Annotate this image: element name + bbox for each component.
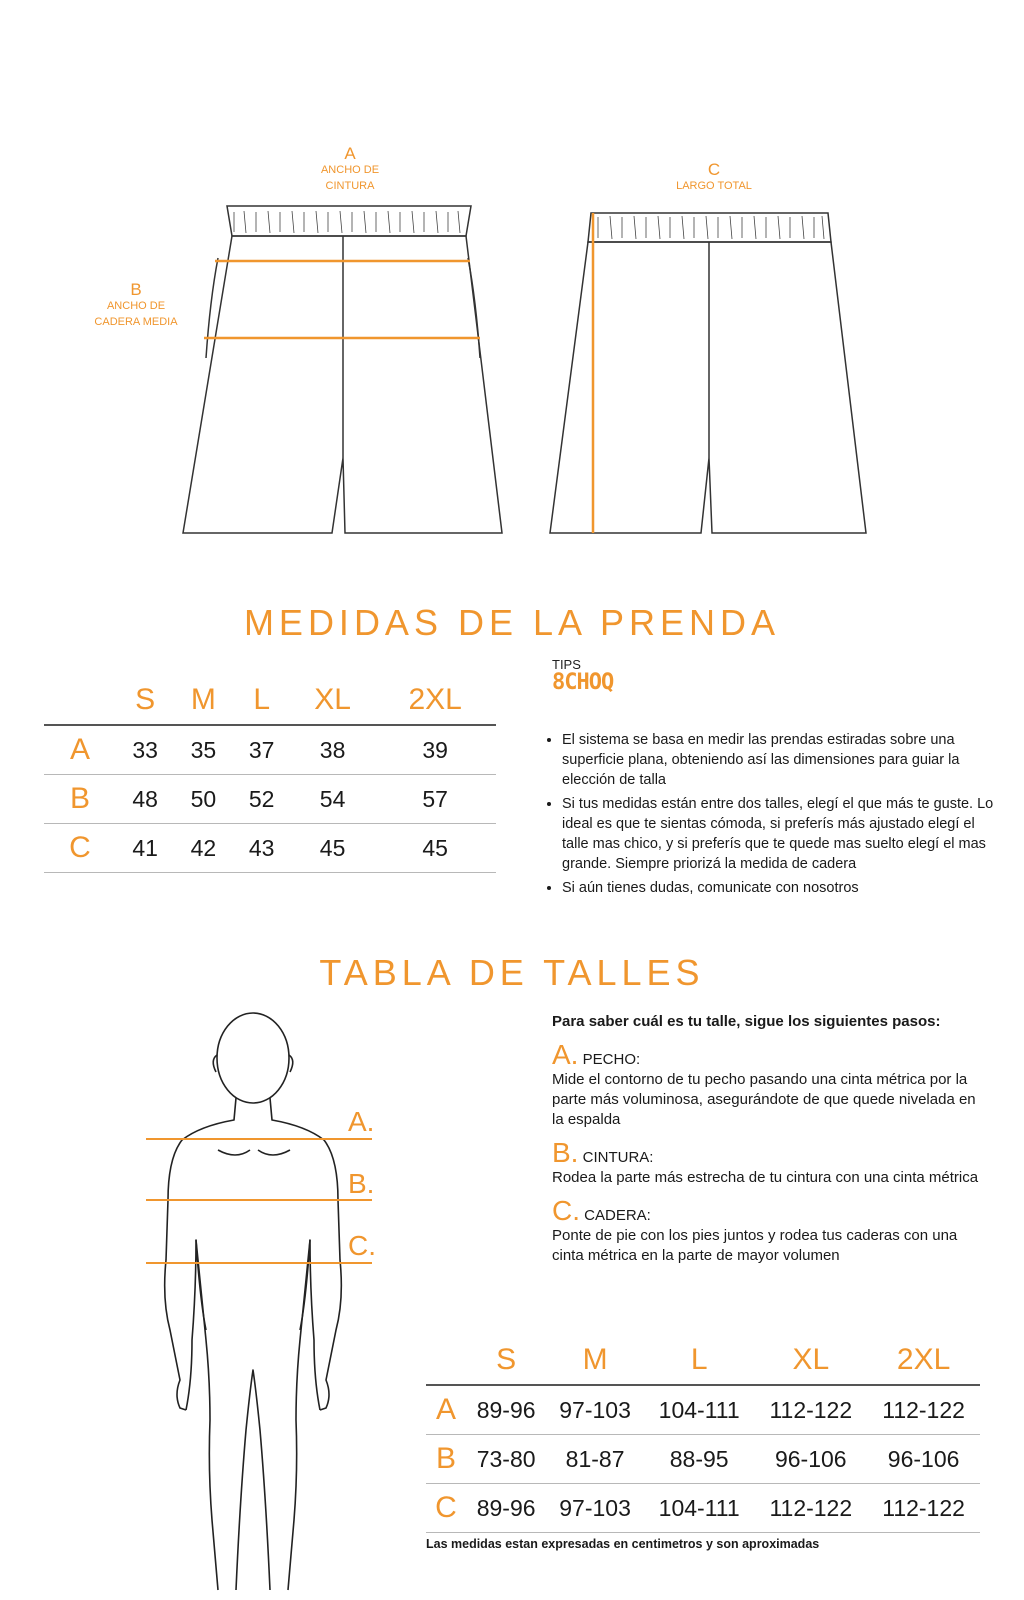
label-c-text-1: LARGO TOTAL <box>676 180 752 192</box>
cell: 81-87 <box>546 1435 644 1484</box>
cell: 96-106 <box>754 1435 867 1484</box>
table-row <box>426 1484 980 1533</box>
body-marker-a: A. <box>348 1106 375 1137</box>
cell: 43 <box>233 824 291 873</box>
step-letter: A. <box>552 1039 579 1070</box>
step-name: CINTURA: <box>582 1149 654 1166</box>
label-b-letter: B <box>130 280 142 299</box>
step-name: CADERA: <box>584 1207 651 1224</box>
step-waist <box>552 1137 984 1188</box>
tips-heading <box>552 658 613 694</box>
label-b-text-2: CADERA MEDIA <box>94 316 178 328</box>
garment-col-s: S <box>135 683 156 716</box>
body-measure-line-a <box>146 1138 372 1140</box>
cell: 57 <box>374 775 496 824</box>
garment-col-xl: XL <box>314 683 351 716</box>
label-b-text-1: ANCHO DE <box>106 300 166 312</box>
garment-col-2xl: 2XL <box>408 683 462 716</box>
cell: 97-103 <box>546 1484 644 1533</box>
body-col-l: L <box>690 1343 708 1376</box>
step-name: PECHO: <box>582 1051 641 1068</box>
body-header-row <box>426 1336 980 1385</box>
step-letter: C. <box>552 1195 580 1226</box>
step-text: Mide el contorno de tu pecho pasando una cinta métrica por la parte más voluminosa, asegurándote de que quede nivelada en la espalda <box>552 1071 976 1128</box>
list-item: • Si tus medidas están entre dos talles, elegí el que más te guste. Lo ideal es que te sientas cómoda, si preferís más ajustado elegí el talle mas chico, y si preferís que te quede mas suelto elegí el mas grande. Siempre priorizá la medida de cadera <box>562 794 994 874</box>
body-col-m: M <box>582 1343 608 1376</box>
cell: 33 <box>116 725 174 775</box>
cell: 37 <box>233 725 291 775</box>
cell: 35 <box>174 725 232 775</box>
steps-intro: Para saber cuál es tu talle, sigue los siguientes pasos: <box>552 1013 941 1030</box>
tips-label: TIPS <box>552 657 581 672</box>
garment-section-title: MEDIDAS DE LA PRENDA <box>243 602 781 643</box>
measurements-footnote: Las medidas estan expresadas en centimetros y son aproximadas <box>426 1537 820 1551</box>
label-a-text-2: CINTURA <box>325 180 375 192</box>
cell: 97-103 <box>546 1385 644 1435</box>
label-a-letter: A <box>344 144 356 163</box>
garment-size-table <box>44 676 496 873</box>
cell: 39 <box>374 725 496 775</box>
brand-logo: 8CHOQ <box>552 670 614 695</box>
cell: 52 <box>233 775 291 824</box>
cell: 50 <box>174 775 232 824</box>
step-hip <box>552 1195 984 1266</box>
row-label: C <box>426 1484 466 1533</box>
body-measure-line-c <box>146 1262 372 1264</box>
cell: 112-122 <box>867 1385 980 1435</box>
body-marker-c: C. <box>348 1230 376 1261</box>
cell: 48 <box>116 775 174 824</box>
cell: 112-122 <box>754 1484 867 1533</box>
cell: 112-122 <box>754 1385 867 1435</box>
step-text: Ponte de pie con los pies juntos y rodea tus caderas con una cinta métrica en la parte de mayor volumen <box>552 1227 958 1264</box>
garment-col-l: L <box>253 683 270 716</box>
body-measure-line-b <box>146 1199 372 1201</box>
cell: 104-111 <box>644 1484 754 1533</box>
table-row <box>426 1435 980 1484</box>
cell: 89-96 <box>466 1385 546 1435</box>
body-figure-drawing <box>0 1000 420 1600</box>
body-col-2xl: 2XL <box>896 1343 951 1376</box>
garment-col-m: M <box>190 683 216 716</box>
step-chest <box>552 1039 984 1130</box>
cell: 89-96 <box>466 1484 546 1533</box>
table-row <box>44 775 496 824</box>
cell: 45 <box>374 824 496 873</box>
row-label: A <box>426 1385 466 1435</box>
cell: 38 <box>291 725 375 775</box>
size-chart-section-title: TABLA DE TALLES <box>319 952 705 993</box>
body-col-xl: XL <box>792 1343 830 1376</box>
row-label: C <box>44 824 116 873</box>
row-label: B <box>44 775 116 824</box>
table-row <box>44 725 496 775</box>
cell: 104-111 <box>644 1385 754 1435</box>
table-row <box>426 1385 980 1435</box>
list-item: • El sistema se basa en medir las prendas estiradas sobre una superficie plana, obteniendo así las dimensiones para guiar la elección de talla <box>562 730 994 790</box>
cell: 96-106 <box>867 1435 980 1484</box>
cell: 112-122 <box>867 1484 980 1533</box>
cell: 42 <box>174 824 232 873</box>
garment-header-row <box>44 676 496 725</box>
tips-list <box>548 730 994 902</box>
cell: 45 <box>291 824 375 873</box>
step-letter: B. <box>552 1137 579 1168</box>
list-item: • Si aún tienes dudas, comunicate con nosotros <box>562 878 994 898</box>
row-label: B <box>426 1435 466 1484</box>
row-label: A <box>44 725 116 775</box>
body-marker-b: B. <box>348 1168 375 1199</box>
cell: 41 <box>116 824 174 873</box>
body-size-table <box>426 1336 980 1533</box>
label-a-text-1: ANCHO DE <box>320 164 380 176</box>
measure-steps <box>552 1012 984 1276</box>
label-c-letter: C <box>707 160 721 179</box>
body-col-s: S <box>496 1343 517 1376</box>
table-row <box>44 824 496 873</box>
shorts-front-drawing <box>0 0 1024 560</box>
cell: 54 <box>291 775 375 824</box>
cell: 88-95 <box>644 1435 754 1484</box>
cell: 73-80 <box>466 1435 546 1484</box>
step-text: Rodea la parte más estrecha de tu cintura con una cinta métrica <box>552 1169 979 1186</box>
